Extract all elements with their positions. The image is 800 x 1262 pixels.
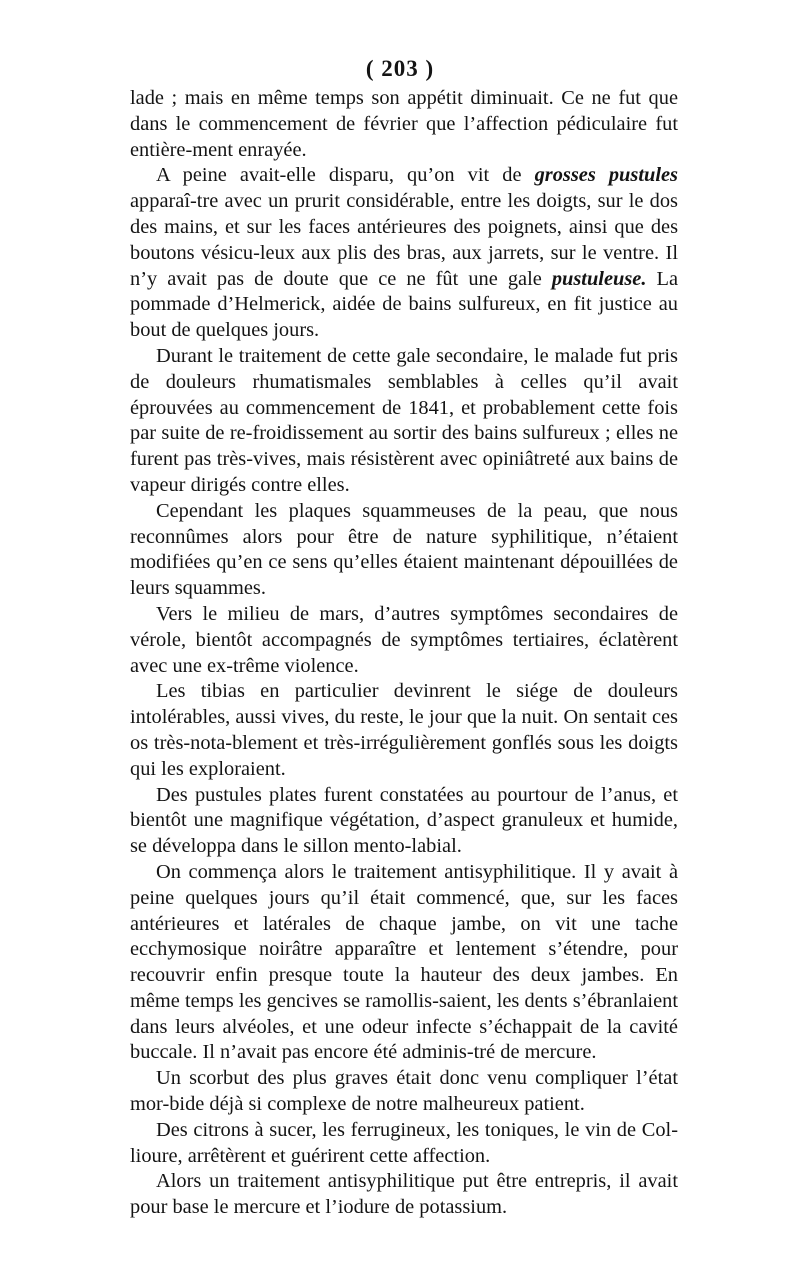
paragraph — [130, 860, 678, 1066]
emphasis-text: grosses pustules — [534, 164, 678, 187]
text-run: Vers le milieu de mars, d’autres symptômes secondaires de vérole, bientôt accompagnés de symptômes tertiaires, éclatèrent avec une ex-trême violence. — [130, 602, 678, 677]
paragraph — [130, 499, 678, 602]
text-run: Les tibias en particulier devinrent le siége de douleurs intolérables, aussi vives, du reste, le jour que la nuit. On sentait ces os très-nota-blement et très-irrégulièrement gonflés sous les doigts qui les exploraient. — [130, 680, 678, 780]
paragraph — [130, 602, 678, 679]
paragraph — [130, 1066, 678, 1118]
paragraph — [130, 679, 678, 782]
text-run: A peine avait-elle disparu, qu’on vit de — [156, 164, 535, 187]
text-run: La pommade d’Helmerick, aidée de bains sulfureux, en fit justice au bout de quelques jours. — [130, 267, 678, 342]
text-run: Des pustules plates furent constatées au pourtour de l’anus, et bientôt une magnifique végétation, d’aspect granuleux et humide, se développa dans le sillon mento-labial. — [130, 783, 678, 858]
emphasis-text: pustuleuse. — [551, 267, 647, 290]
text-run: Cependant les plaques squammeuses de la peau, que nous reconnûmes alors pour être de nature syphilitique, n’étaient modifiées qu’en ce sens qu’elles étaient maintenant dépouillées de leurs squammes. — [130, 499, 678, 600]
text-body — [130, 86, 678, 1221]
text-run: Des citrons à sucer, les ferrugineux, les toniques, le vin de Col-lioure, arrêtèrent et guérirent cette affection. — [130, 1118, 678, 1167]
text-run: Durant le traitement de cette gale secondaire, le malade fut pris de douleurs rhumatismales semblables à celles qu’il avait éprouvées au commencement de 1841, et probablement cette fois par suite de re-froidissement au sortir des bains sulfureux ; elles ne furent pas très-vives, mais résistèrent avec opiniâtreté aux bains de vapeur dirigés contre elles. — [130, 344, 678, 496]
paragraph — [130, 163, 678, 344]
text-run: lade ; mais en même temps son appétit diminuait. Ce ne fut que dans le commencement de février que l’affection pédiculaire fut entière-ment enrayée. — [130, 87, 678, 161]
paragraph — [130, 86, 678, 163]
text-run: apparaî-tre avec un prurit considérable, entre les doigts, sur le dos des mains, et sur les faces antérieures des poignets, ainsi que des boutons vésicu-leux aux plis des bras, aux jarrets, sur le ventre. Il n’y avait pas de doute que ce ne fût une gale — [130, 190, 678, 290]
paragraph — [130, 1169, 678, 1221]
paragraph — [130, 1118, 678, 1170]
paragraph — [130, 783, 678, 860]
text-run: Alors un traitement antisyphilitique put être entrepris, il avait pour base le mercure et l’iodure de potassium. — [130, 1170, 678, 1219]
paragraph — [130, 344, 678, 499]
text-run: On commença alors le traitement antisyphilitique. Il y avait à peine quelques jours qu’il était commencé, que, sur les faces antérieures et latérales de chaque jambe, on vit une tache ecchymosique noirâtre apparaître et lentement s’étendre, pour recouvrir enfin presque toute la hauteur des deux jambes. En même temps les gencives se ramollis-saient, les dents s’ébranlaient dans leurs alvéoles, et une odeur infecte s’échappait de la cavité buccale. Il n’avait pas encore été adminis-tré de mercure. — [130, 860, 678, 1064]
page-number: ( 203 ) — [365, 56, 435, 81]
text-run: Un scorbut des plus graves était donc venu compliquer l’état mor-bide déjà si complexe de notre malheureux patient. — [130, 1067, 678, 1116]
